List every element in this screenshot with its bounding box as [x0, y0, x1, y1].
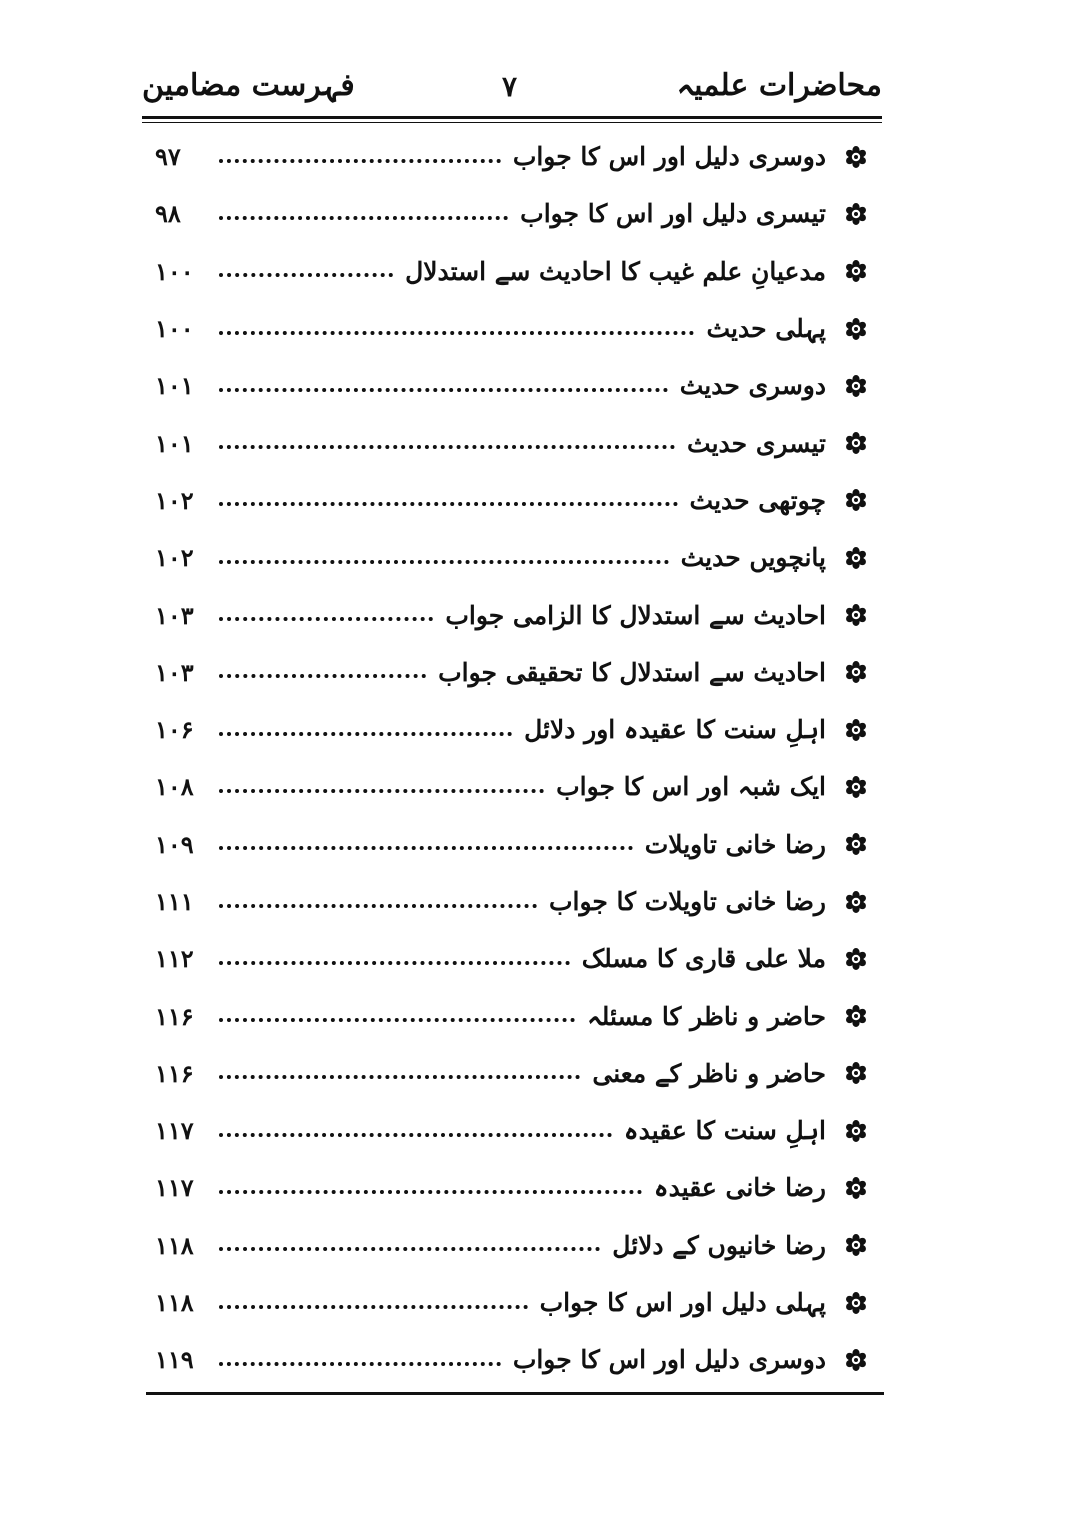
book-title: محاضرات علمیہ	[676, 68, 882, 103]
toc-entry-title: احادیث سے استدلال کا تحقیقی جواب	[438, 657, 826, 687]
dot-leader	[219, 1305, 528, 1309]
toc-entry-page: ۱۰۲	[155, 485, 194, 515]
toc-entry-page: ۱۰۰	[155, 314, 194, 344]
flower-bullet-icon	[842, 1174, 870, 1202]
flower-bullet-icon	[842, 372, 870, 400]
toc-entry	[155, 472, 870, 529]
toc-entry	[155, 586, 870, 643]
toc-entry-title: احادیث سے استدلال کا الزامی جواب	[445, 600, 826, 630]
toc-entry-title: رضا خانی تاویلات	[644, 829, 826, 859]
dot-leader	[219, 1075, 580, 1079]
dot-leader	[219, 961, 570, 965]
flower-bullet-icon	[842, 1231, 870, 1259]
dot-leader	[219, 388, 668, 392]
toc-entry-page: ۱۱۶	[155, 1001, 194, 1031]
toc-entry	[155, 987, 870, 1044]
flower-bullet-icon	[842, 143, 870, 171]
dot-leader	[219, 617, 433, 621]
header-rule-thin	[142, 122, 882, 123]
toc-list	[155, 128, 870, 1389]
toc-entry	[155, 758, 870, 815]
toc-entry-title: حاضر و ناظر کا مسئلہ	[587, 1001, 826, 1031]
flower-bullet-icon	[842, 945, 870, 973]
toc-entry-page: ۱۱۷	[155, 1173, 194, 1203]
toc-entry-title: دوسری حدیث	[679, 371, 826, 401]
dot-leader	[219, 1190, 642, 1194]
toc-entry-title: دوسری دلیل اور اس کا جواب	[512, 142, 826, 172]
dot-leader	[219, 789, 544, 793]
toc-entry-title: دوسری دلیل اور اس کا جواب	[512, 1345, 826, 1375]
toc-entry-title: حاضر و ناظر کے معنی	[592, 1058, 826, 1088]
toc-entry	[155, 1102, 870, 1159]
toc-entry-page: ۱۰۳	[155, 600, 194, 630]
flower-bullet-icon	[842, 257, 870, 285]
toc-entry-page: ۱۰۹	[155, 829, 194, 859]
flower-bullet-icon	[842, 1002, 870, 1030]
toc-entry-page: ۱۰۲	[155, 543, 194, 573]
dot-leader	[219, 159, 501, 163]
toc-entry	[155, 644, 870, 701]
flower-bullet-icon	[842, 315, 870, 343]
toc-entry	[155, 816, 870, 873]
flower-bullet-icon	[842, 200, 870, 228]
toc-entry-title: پہلی دلیل اور اس کا جواب	[539, 1288, 826, 1318]
toc-entry-title: پہلی حدیث	[706, 314, 826, 344]
toc-entry-page: ۱۱۸	[155, 1230, 194, 1260]
flower-bullet-icon	[842, 830, 870, 858]
flower-bullet-icon	[842, 429, 870, 457]
dot-leader	[219, 674, 426, 678]
toc-entry-title: ایک شبہ اور اس کا جواب	[556, 772, 826, 802]
dot-leader	[219, 273, 393, 277]
toc-entry-title: رضا خانیوں کے دلائل	[612, 1230, 826, 1260]
dot-leader	[219, 216, 508, 220]
toc-entry	[155, 873, 870, 930]
flower-bullet-icon	[842, 486, 870, 514]
toc-entry-page: ۱۰۰	[155, 256, 194, 286]
flower-bullet-icon	[842, 601, 870, 629]
toc-entry-page: ۱۱۶	[155, 1058, 194, 1088]
toc-entry-page: ۱۰۱	[155, 371, 194, 401]
toc-entry	[155, 1045, 870, 1102]
flower-bullet-icon	[842, 1346, 870, 1374]
section-title: فہرست مضامین	[142, 68, 355, 103]
dot-leader	[219, 331, 694, 335]
toc-entry	[155, 300, 870, 357]
dot-leader	[219, 1133, 612, 1137]
toc-entry-page: ۱۰۶	[155, 715, 194, 745]
toc-entry	[155, 1159, 870, 1216]
dot-leader	[219, 1247, 600, 1251]
flower-bullet-icon	[842, 773, 870, 801]
dot-leader	[219, 732, 512, 736]
flower-bullet-icon	[842, 1059, 870, 1087]
toc-entry-title: اہلِ سنت کا عقیدہ	[623, 1116, 826, 1146]
toc-entry-page: ۹۷	[155, 142, 181, 172]
toc-entry-page: ۱۰۱	[155, 428, 194, 458]
toc-entry-page: ۱۱۲	[155, 944, 194, 974]
toc-entry-title: چوتھی حدیث	[689, 485, 826, 515]
toc-entry-page: ۱۱۸	[155, 1288, 194, 1318]
toc-entry-page: ۱۱۷	[155, 1116, 194, 1146]
page-number: ۷	[502, 70, 518, 103]
page-header	[142, 62, 882, 114]
flower-bullet-icon	[842, 544, 870, 572]
footer-rule	[146, 1392, 884, 1395]
toc-entry	[155, 357, 870, 414]
toc-entry	[155, 1274, 870, 1331]
toc-entry-page: ۱۰۸	[155, 772, 194, 802]
flower-bullet-icon	[842, 1289, 870, 1317]
toc-entry	[155, 1331, 870, 1388]
toc-entry-title: پانچویں حدیث	[680, 543, 826, 573]
toc-entry-title: رضا خانی عقیدہ	[653, 1173, 826, 1203]
toc-entry-page: ۹۸	[155, 199, 181, 229]
toc-entry-title: رضا خانی تاویلات کا جواب	[548, 887, 826, 916]
toc-entry	[155, 701, 870, 758]
header-rule-thick	[142, 116, 882, 119]
flower-bullet-icon	[842, 658, 870, 686]
toc-entry-title: تیسری دلیل اور اس کا جواب	[520, 199, 826, 229]
dot-leader	[219, 560, 669, 564]
toc-entry-title: مدعیانِ علم غیب کا احادیث سے استدلال	[405, 256, 826, 286]
toc-entry-title: ملا علی قاری کا مسلک	[581, 944, 826, 974]
dot-leader	[219, 846, 633, 850]
toc-entry-title: تیسری حدیث	[687, 428, 826, 458]
toc-entry	[155, 414, 870, 471]
dot-leader	[219, 445, 675, 449]
dot-leader	[219, 502, 678, 506]
dot-leader	[219, 1018, 575, 1022]
toc-entry	[155, 1217, 870, 1274]
dot-leader	[219, 1362, 501, 1366]
toc-entry-title: اہلِ سنت کا عقیدہ اور دلائل	[524, 715, 826, 745]
toc-entry	[155, 930, 870, 987]
toc-entry	[155, 529, 870, 586]
toc-entry	[155, 185, 870, 242]
flower-bullet-icon	[842, 1117, 870, 1145]
toc-entry	[155, 128, 870, 185]
toc-entry-page: ۱۱۱	[155, 887, 194, 916]
dot-leader	[219, 904, 537, 908]
toc-entry	[155, 243, 870, 300]
flower-bullet-icon	[842, 716, 870, 744]
flower-bullet-icon	[842, 888, 870, 916]
toc-entry-page: ۱۰۳	[155, 657, 194, 687]
toc-entry-page: ۱۱۹	[155, 1345, 194, 1375]
